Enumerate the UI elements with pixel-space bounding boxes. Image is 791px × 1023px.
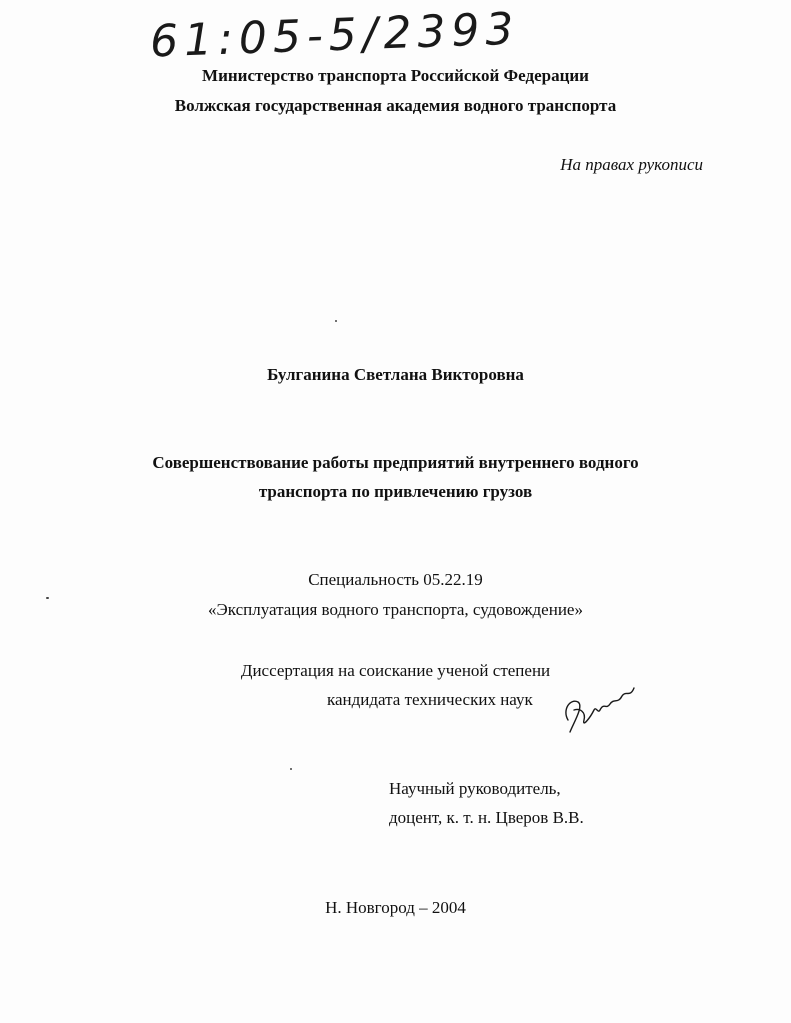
scan-speck bbox=[46, 597, 49, 599]
ministry-heading: Министерство транспорта Российской Федерации bbox=[202, 66, 589, 85]
handwritten-archive-code: 61:05-5/2393 bbox=[149, 3, 521, 68]
thesis-title-line-1: Совершенствование работы предприятий внутреннего водного bbox=[152, 453, 639, 472]
thesis-title-line-2: транспорта по привлечению грузов bbox=[258, 482, 533, 501]
specialty-code: Специальность 05.22.19 bbox=[308, 570, 483, 589]
supervisor-title: Научный руководитель, bbox=[389, 779, 561, 798]
specialty-name: «Эксплуатация водного транспорта, судовождение» bbox=[208, 600, 583, 619]
city-year: Н. Новгород – 2004 bbox=[325, 898, 466, 917]
handwritten-signature bbox=[560, 680, 640, 740]
rights-note: На правах рукописи bbox=[560, 155, 703, 174]
dissertation-degree-line-1: Диссертация на соискание ученой степени bbox=[240, 661, 551, 680]
academy-heading: Волжская государственная академия водного транспорта bbox=[174, 96, 617, 115]
dissertation-degree-line-2: кандидата технических наук bbox=[327, 690, 533, 709]
author-name: Булганина Светлана Викторовна bbox=[267, 365, 524, 384]
supervisor-name: доцент, к. т. н. Цверов В.В. bbox=[389, 808, 584, 827]
scan-speck bbox=[290, 768, 292, 770]
scan-speck bbox=[335, 320, 337, 322]
